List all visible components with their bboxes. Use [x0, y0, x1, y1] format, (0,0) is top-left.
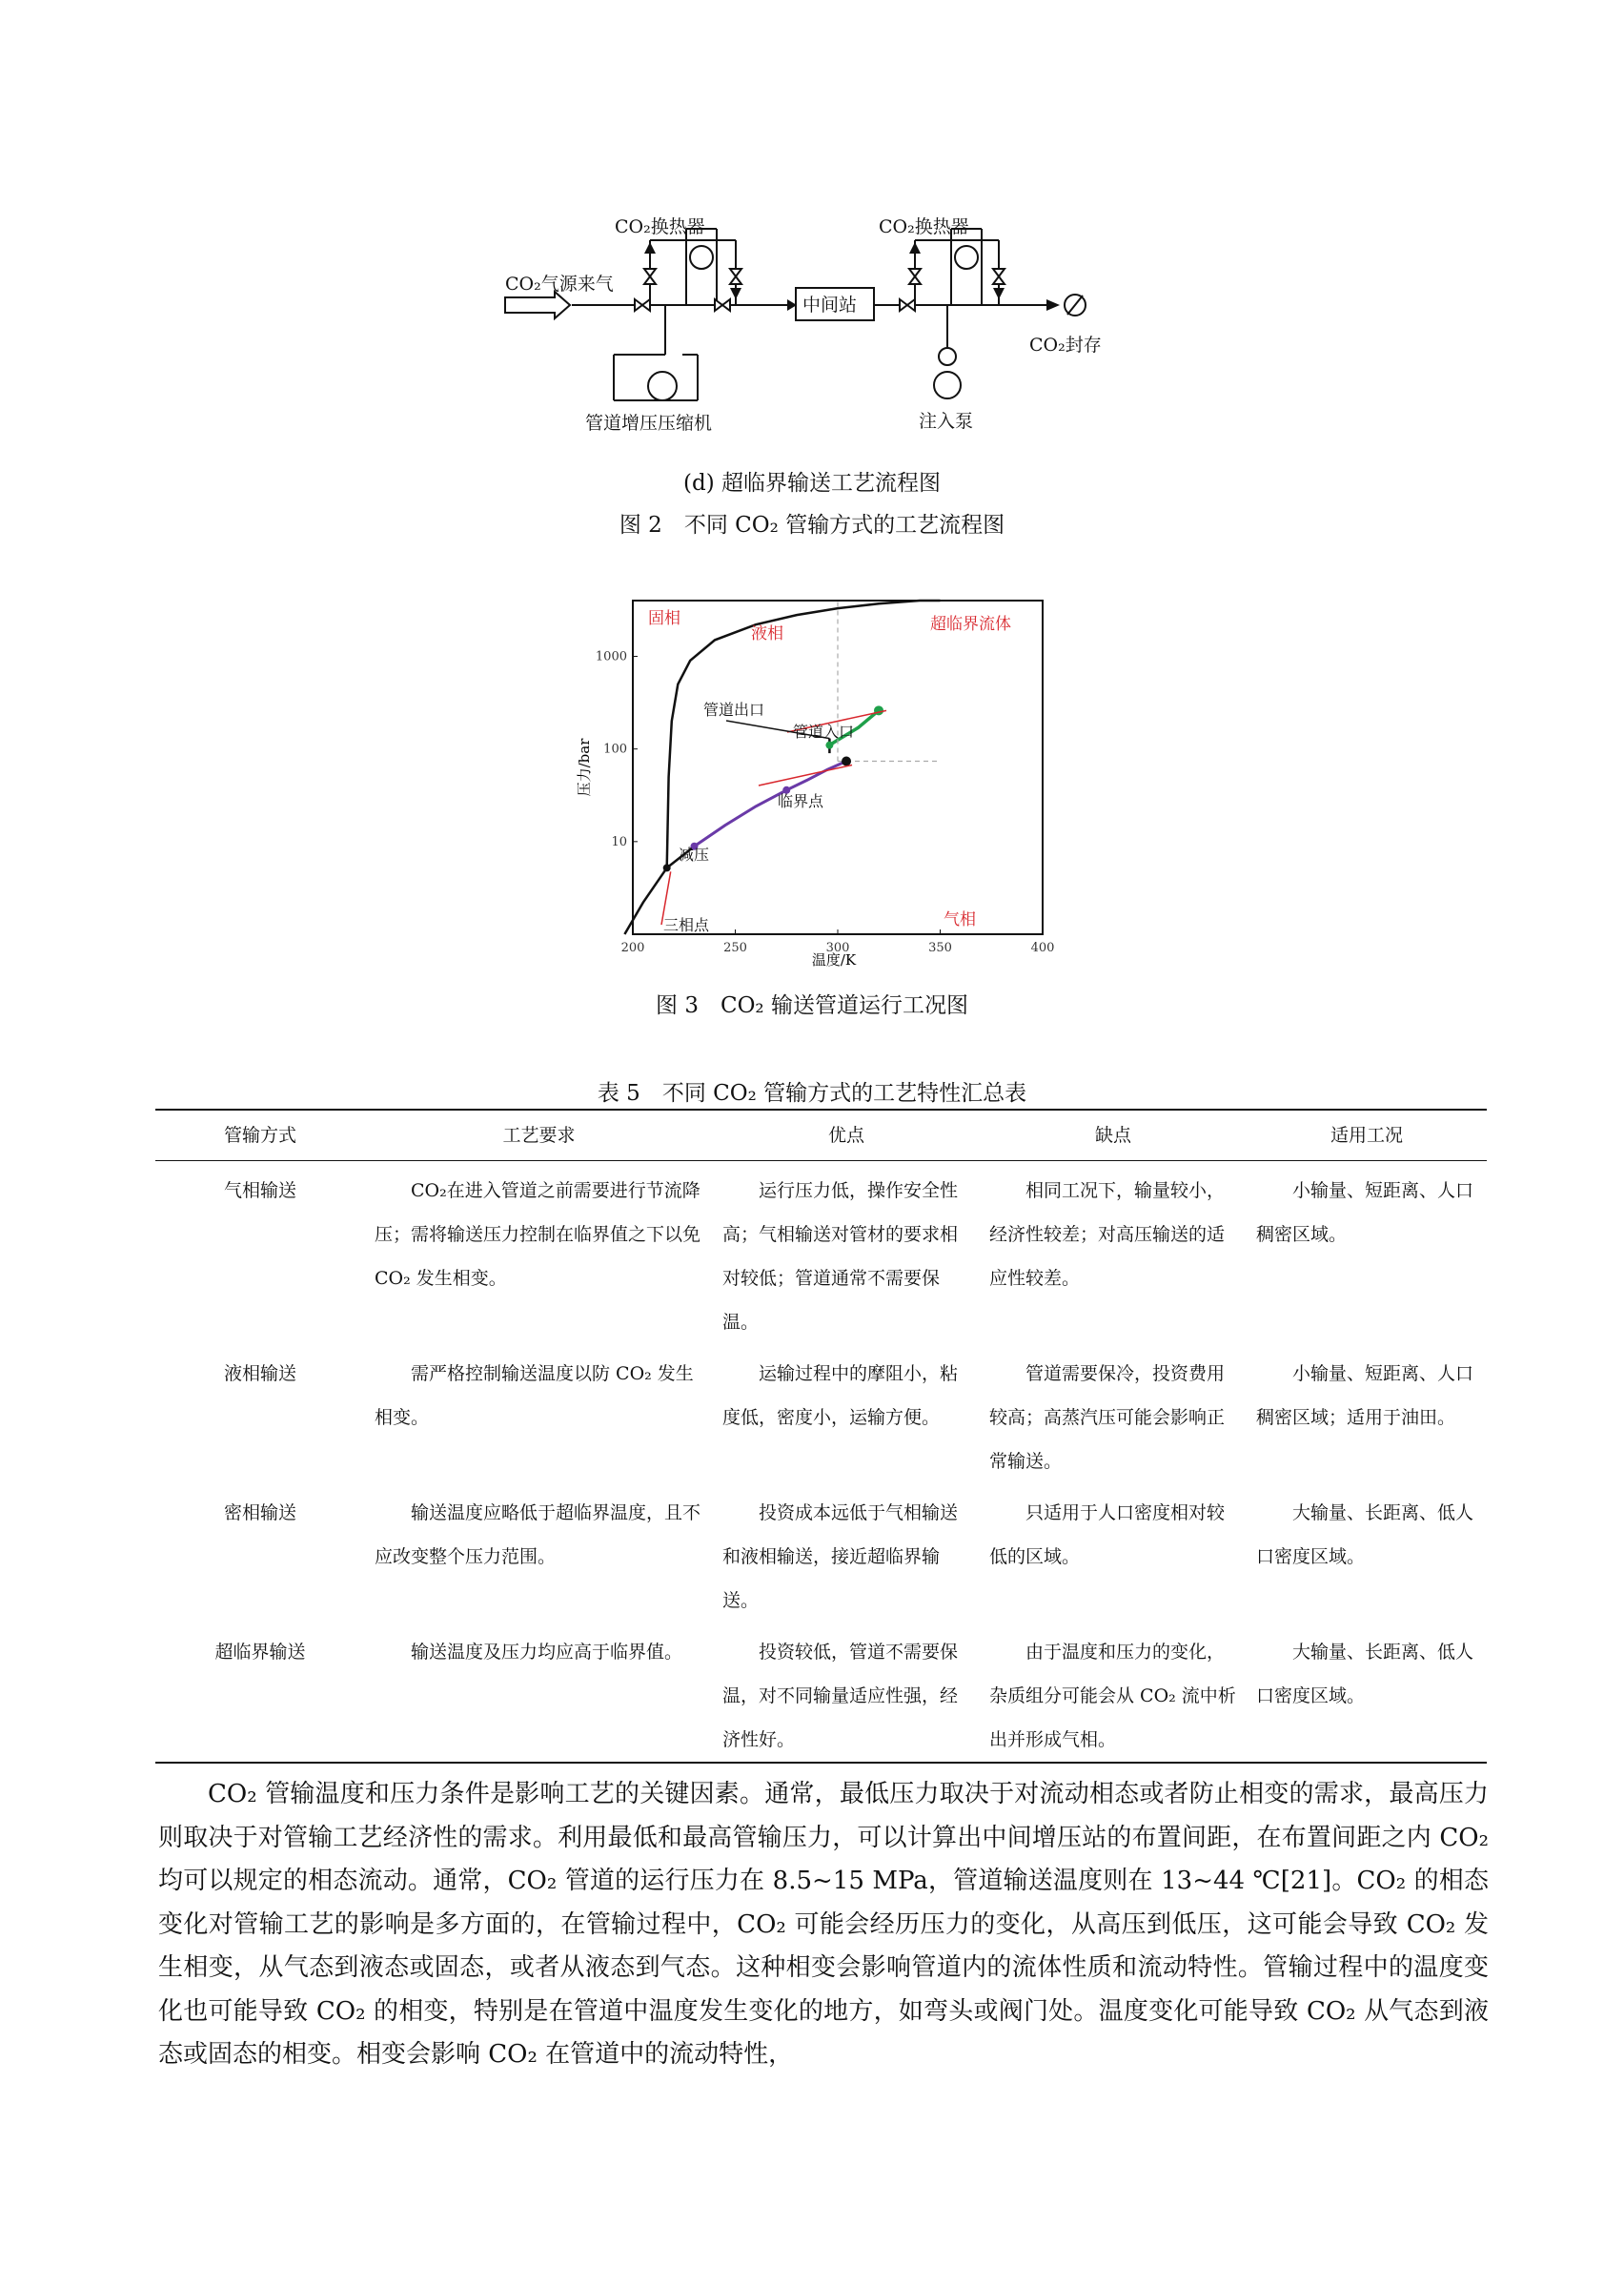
table-row	[155, 1344, 1487, 1483]
table-cell: 输送温度及压力均应高于临界值。	[365, 1623, 713, 1763]
critical-point-marker	[842, 756, 851, 765]
table-cell: 输送温度应略低于超临界温度，且不应改变整个压力范围。	[375, 1502, 701, 1567]
plot-frame	[633, 601, 1043, 934]
fig3-caption: 图 3 CO₂ 输送管道运行工况图	[656, 993, 968, 1018]
table-row	[155, 1161, 1487, 1345]
table-header: 优点	[713, 1110, 980, 1161]
region-label: 固相	[648, 609, 680, 628]
outlet-point-marker	[825, 742, 833, 749]
flow-label-compressor: 管道增压压缩机	[585, 413, 713, 434]
annotation-critical-point: 临界点	[778, 792, 824, 810]
table-cell: 运输过程中的摩阻小，粘度低，密度小，运输方便。	[722, 1363, 959, 1428]
table-cell: 密相输送	[223, 1502, 296, 1523]
table-cell: 小输量、短距离、人口稠密区域。	[1256, 1180, 1474, 1245]
table5-title: 表 5 不同 CO₂ 管输方式的工艺特性汇总表	[597, 1081, 1027, 1106]
region-label: 气相	[944, 910, 976, 929]
flow-label-station: 中间站	[802, 295, 858, 316]
table-header: 管输方式	[155, 1110, 365, 1161]
table-cell: 管道需要保冷，投资费用较高；高蒸汽压可能会影响正常输送。	[989, 1363, 1226, 1472]
triple-point-marker	[663, 864, 671, 871]
table-cell: 液相输送	[223, 1363, 296, 1384]
y-tick-label: 100	[603, 742, 627, 757]
fig2d-subcaption: (d) 超临界输送工艺流程图	[683, 471, 941, 496]
table-cell: 投资成本远低于气相输送和液相输送，接近超临界输送。	[722, 1502, 959, 1611]
x-axis-label: 温度/K	[811, 951, 857, 969]
inlet-point-marker	[874, 705, 883, 715]
table-cell: 大输量、长距离、低人口密度区域。	[1247, 1623, 1487, 1763]
fig2-caption: 图 2 不同 CO₂ 管输方式的工艺流程图	[619, 513, 1005, 538]
flow-label-source: CO₂气源来气	[505, 274, 614, 295]
table-cell: 气相输送	[223, 1180, 296, 1201]
flow-label-pump: 注入泵	[919, 411, 974, 432]
table-header: 缺点	[980, 1110, 1247, 1161]
table-cell: 运行压力低，操作安全性高；气相输送对管材的要求相对较低；管道通常不需要保温。	[722, 1180, 959, 1333]
table-cell: 只适用于人口密度相对较低的区域。	[989, 1502, 1226, 1567]
x-tick-label: 400	[1030, 941, 1055, 955]
flow-diagram	[496, 212, 1125, 440]
annotation-triple-point: 三相点	[663, 916, 710, 934]
table-header: 工艺要求	[365, 1110, 713, 1161]
region-label: 超临界流体	[930, 615, 1011, 634]
table-cell: 超临界输送	[155, 1623, 365, 1763]
table-header: 适用工况	[1247, 1110, 1487, 1161]
annotation-depressurization: 减压	[679, 846, 710, 864]
flow-label-hx2: CO₂换热器	[879, 216, 969, 237]
table-row	[155, 1623, 1487, 1763]
x-tick-label: 250	[723, 941, 747, 955]
annotation-outlet: 管道出口	[703, 701, 765, 719]
table-cell: 由于温度和压力的变化，杂质组分可能会从 CO₂ 流中析出并形成气相。	[980, 1623, 1247, 1763]
region-label: 液相	[751, 624, 783, 643]
table-row	[155, 1483, 1487, 1623]
x-tick-label: 200	[620, 941, 645, 955]
table-cell: 大输量、长距离、低人口密度区域。	[1256, 1502, 1474, 1567]
flow-label-storage: CO₂封存	[1029, 335, 1102, 356]
y-tick-label: 1000	[595, 649, 627, 664]
annotation-inlet: 管道入口	[793, 723, 855, 741]
x-tick-label: 300	[825, 941, 850, 955]
flow-label-hx1: CO₂换热器	[615, 216, 705, 237]
y-tick-label: 10	[611, 834, 627, 849]
table-cell: 投资较低，管道不需要保温，对不同输量适应性强，经济性好。	[713, 1623, 980, 1763]
table-cell: 需严格控制输送温度以防 CO₂ 发生相变。	[375, 1363, 694, 1428]
phase-diagram-chart	[572, 582, 1058, 982]
x-tick-label: 350	[928, 941, 952, 955]
table-cell: CO₂在进入管道之前需要进行节流降压；需将输送压力控制在临界值之下以免 CO₂ 发生相变。	[375, 1180, 701, 1289]
table-cell: 相同工况下，输量较小，经济性较差；对高压输送的适应性较差。	[989, 1180, 1226, 1289]
body-paragraph: CO₂ 管输温度和压力条件是影响工艺的关键因素。通常，最低压力取决于对流动相态或者防止相变的需求，最高压力则取决于对管输工艺经济性的需求。利用最低和最高管输压力，可以计算出中间增压站的布置间距，在布置间距之内 CO₂ 均可以规定的相态流动。通常，CO₂ 管道的运行压力在 8.5~15 MPa，管道输送温度则在 13~44 ℃[21]。CO₂ 的相态变化对管输工艺的影响是多方面的，在管输过程中，CO₂ 可能会经历压力的变化，从高压到低压，这可能会导致 CO₂ 发生相变，从气态到液态或固态，或者从液态到气态。这种相变会影响管道内的流体性质和流动特性。管输过程中的温度变化也可能导致 CO₂ 的相变，特别是在管道中温度发生变化的地方，如弯头或阀门处。温度变化可能导致 CO₂ 从气态到液态或固态的相变。相变会影响 CO₂ 在管道中的流动特性，	[158, 1780, 1489, 2069]
body-text	[158, 1773, 1489, 2077]
process-comparison-table	[155, 1109, 1487, 1764]
table-cell: 小输量、短距离、人口稠密区域；适用于油田。	[1256, 1363, 1474, 1428]
y-axis-label: 压力/bar	[576, 738, 593, 797]
